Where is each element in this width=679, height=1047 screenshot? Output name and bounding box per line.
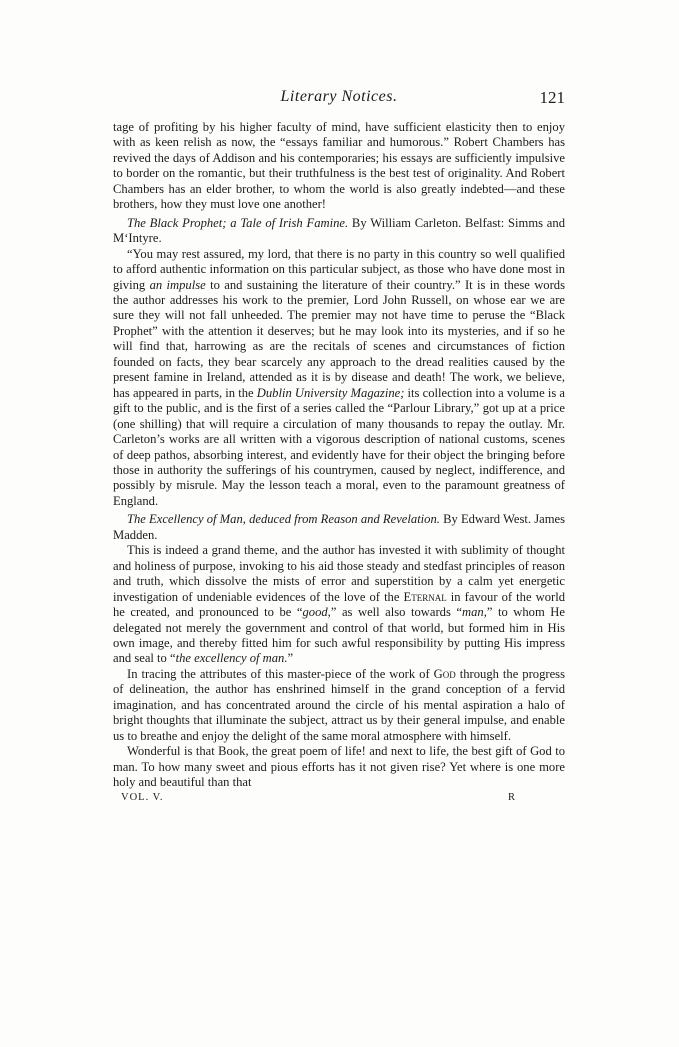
- paragraph-wonderful-book: Wonderful is that Book, the great poem of life! and next to life, the best gift of God to man. To how many sweet and pious efforts has it not given rise? Yet where is one more holy and beautiful than that: [113, 744, 565, 790]
- book-author-publisher: By Edward West. James Madden.: [113, 512, 565, 542]
- volume-signature: VOL. V.: [121, 792, 164, 804]
- italic-run: Dublin University Magazine;: [256, 385, 405, 400]
- paragraph-chambers-continued: tage of profiting by his higher faculty of mind, have sufficient elasticity then to enjoy with as keen relish as now, the “essays familiar and humorous.” Robert Chambers has revived the days of Addison and his contemporaries; his essays are sufficiently impulsive to border on the romantic, but their truthfulness is the best test of originality. And Robert Chambers has an elder brother, to whom the world is also greatly indebted—and these brothers, how they must love one another!: [113, 120, 565, 212]
- text-run: This is indeed a grand theme, and the author has invested it with sublimity of thought and holiness of purpose, invoking to his aid those steady and stedfast principles of reason and truth, which dissolve the mists of error and superstition by a calm yet energetic investigation of undeniable evidences of the love of the: [113, 543, 565, 604]
- italic-run: the excellency of man.: [175, 651, 288, 666]
- text-run: its collection into a volume is a gift to the public, and is the first of a series called the “Parlour Library,” got up at a price (one shilling) that will require a circulation of many thousands to repay the outlay. Mr. Carleton’s works are all written with a vigorous description of national customs, scenes of deep pathos, absorbing interest, and evidently have for their object the bringing before those in authority the sufferings of his countrymen, caused by neglect, indifference, and possibly by misrule. May the lesson teach a moral, even to the paramount greatness of England.: [113, 385, 565, 508]
- paragraph-master-piece: [113, 667, 565, 744]
- text-run: in favour of the world he created, and pronounced to be “: [113, 589, 565, 620]
- page-number: 121: [539, 88, 565, 107]
- text-run: through the progress of delineation, the author has enshrined himself in the grand conception of a fervid imagination, and has concentrated around the circle of his mental aspiration a halo of bright thoughts that illuminate the subject, attract us by their general impulse, and enable us to breathe and enjoy the delight of the same moral atmosphere with himself.: [113, 666, 565, 743]
- italic-run: good,: [302, 605, 331, 620]
- book-title-excellency-of-man: The Excellency of Man, deduced from Reason and Revelation.: [127, 512, 440, 527]
- book-title-black-prophet: The Black Prophet; a Tale of Irish Famine.: [127, 215, 349, 230]
- text-run: In tracing the attributes of this master-piece of the work of: [127, 666, 434, 681]
- text-run: to and sustaining the literature of their country.” It is in these words the author addresses his work to the premier, Lord John Russell, on whose ear we are sure they will not fall unheeded. The premier may not have time to peruse the “Black Prophet” with the attention it deserves; but he may look into its mysteries, and if so he will find that, harrowing as are the recitals of scenes and circumstances of fiction founded on facts, they bear scarcely any approach to the dread realities caused by the present famine in Ireland, attended as it is by disease and death! The work, we believe, has appeared in parts, in the: [113, 277, 565, 400]
- small-caps-run: Eternal: [403, 589, 447, 604]
- review-heading-black-prophet: [113, 216, 565, 247]
- running-title: Literary Notices.: [280, 88, 398, 105]
- gathering-signature: R: [507, 792, 515, 804]
- italic-run: man,: [462, 605, 487, 620]
- text-run: “You may rest assured, my lord, that there is no party in this country so well qualified to afford authentic information on this particular subject, as those who have done most in giving: [113, 246, 565, 292]
- paragraph-black-prophet-review: [113, 247, 565, 510]
- page-footer: [113, 792, 565, 806]
- book-author-publisher: By William Carleton. Belfast: Simms and M‘Intyre.: [113, 215, 565, 246]
- small-caps-run: God: [433, 666, 456, 681]
- review-heading-excellency-of-man: [113, 512, 565, 543]
- text-run: ”: [287, 651, 294, 666]
- italic-run: an impulse: [149, 277, 206, 292]
- paragraph-excellency-review: [113, 543, 565, 667]
- book-page: [113, 88, 565, 806]
- text-run: ” to whom He delegated not merely the government and control of that world, but formed him in His own image, and thereby fitted him for such awful responsibility by putting His impress and seal to “: [113, 605, 565, 666]
- page-header: [113, 88, 565, 112]
- text-run: ” as well also towards “: [330, 605, 462, 620]
